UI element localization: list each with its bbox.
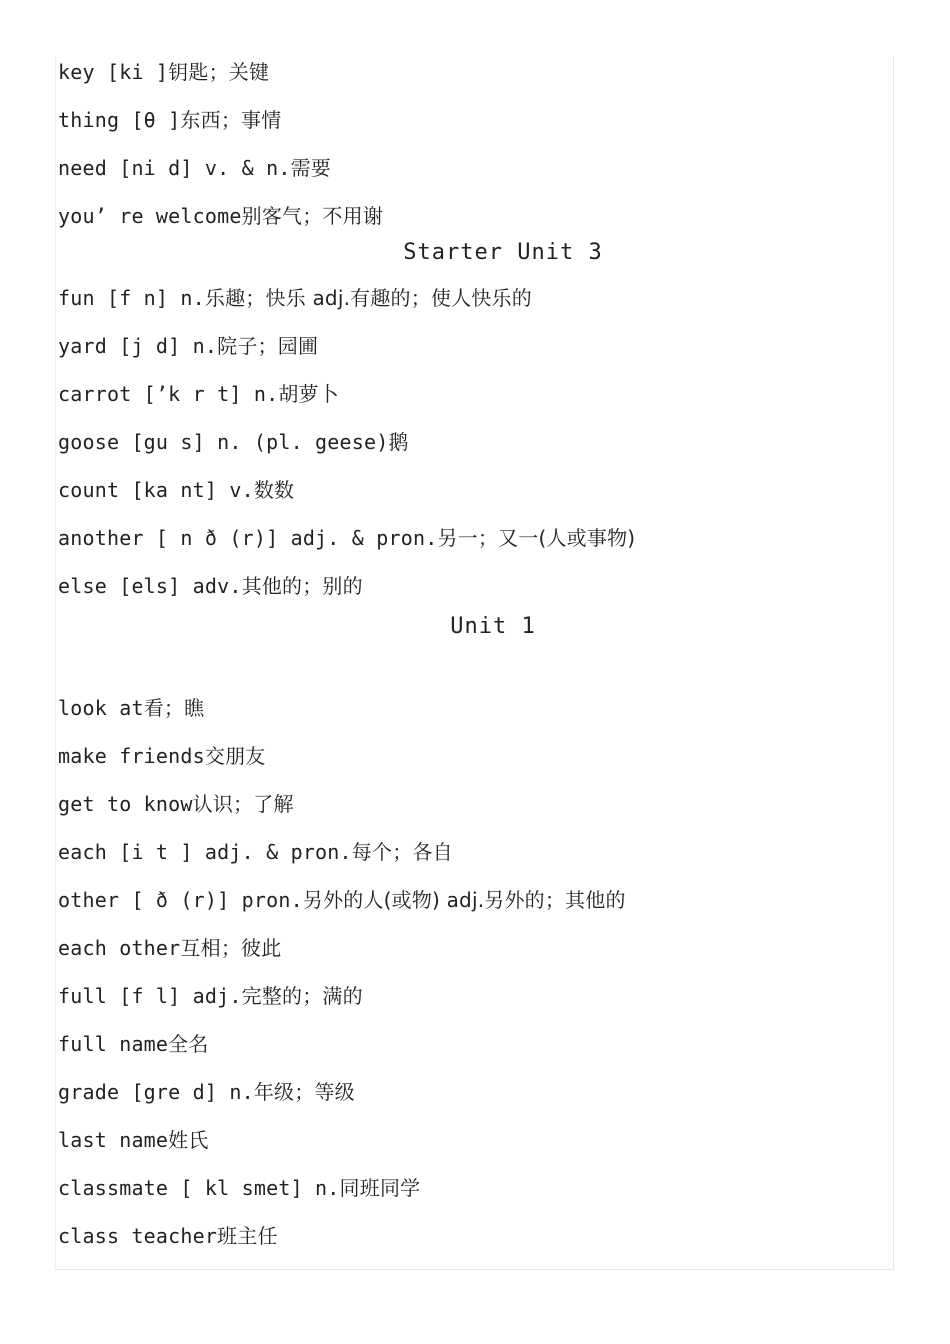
- entry-english: else [els] adv.: [58, 574, 242, 598]
- vocab-entry: [58, 1022, 888, 1070]
- entry-chinese: 每个；各自: [351, 840, 453, 864]
- entry-english: grade [gre d] n.: [58, 1080, 254, 1104]
- entry-english: each other: [58, 936, 181, 960]
- entry-chinese: 交朋友: [204, 744, 266, 768]
- entry-chinese: 另外的人(或物) adj.另外的；其他的: [302, 888, 626, 912]
- entry-chinese: 看；瞧: [143, 696, 205, 720]
- entry-english: thing [θ ]: [58, 108, 181, 132]
- entry-english: yard [j d] n.: [58, 334, 218, 358]
- vocab-entry: [58, 516, 888, 564]
- entry-chinese: 姓氏: [168, 1128, 209, 1152]
- vocab-entry: [58, 468, 888, 516]
- entry-chinese: 胡萝卜: [278, 382, 339, 406]
- entry-english: get to know: [58, 792, 193, 816]
- entry-english: you’ re welcome: [58, 204, 242, 228]
- entry-chinese: 认识；了解: [192, 792, 294, 816]
- vocab-entry: [58, 782, 888, 830]
- entry-english: goose [gu s] n. (pl. geese): [58, 430, 389, 454]
- entry-english: make friends: [58, 744, 205, 768]
- entry-english: each [i t ] adj. & pron.: [58, 840, 352, 864]
- vocab-entry: [58, 1214, 888, 1262]
- entry-chinese: 全名: [168, 1032, 209, 1056]
- entry-english: key [ki ]: [58, 60, 169, 84]
- entry-english: full [f l] adj.: [58, 984, 242, 1008]
- entry-chinese: 数数: [253, 478, 295, 502]
- entry-chinese: 别客气；不用谢: [241, 204, 384, 228]
- entry-english: other [ ð (r)] pron.: [58, 888, 303, 912]
- vocab-entry: [58, 1070, 888, 1118]
- entry-english: last name: [58, 1128, 169, 1152]
- entry-chinese: 乐趣；快乐 adj.有趣的；使人快乐的: [204, 286, 532, 310]
- vocab-entry: [58, 686, 888, 734]
- vocab-entry: [58, 830, 888, 878]
- entry-chinese: 钥匙；关键: [168, 60, 270, 84]
- entry-english: need [ni d] v. & n.: [58, 156, 291, 180]
- vocab-entry: [58, 324, 888, 372]
- entry-english: full name: [58, 1032, 169, 1056]
- entry-chinese: 其他的；别的: [241, 574, 363, 598]
- vocabulary-list: [58, 50, 888, 1262]
- entry-chinese: 院子；园圃: [217, 334, 319, 358]
- vocab-entry: [58, 98, 888, 146]
- section-heading-starter-unit-3: Starter Unit 3: [403, 240, 603, 265]
- entry-english: classmate [ kl smet] n.: [58, 1176, 340, 1200]
- vocab-entry: [58, 420, 888, 468]
- vocab-entry: [58, 564, 888, 612]
- vocab-entry: [58, 372, 888, 420]
- vocab-entry: [58, 974, 888, 1022]
- vocab-entry: [58, 50, 888, 98]
- vocab-entry: [58, 734, 888, 782]
- entry-english: class teacher: [58, 1224, 218, 1248]
- vocab-entry: [58, 146, 888, 194]
- vocab-entry: [58, 878, 888, 926]
- entry-english: fun [f n] n.: [58, 286, 205, 310]
- entry-chinese: 鹅: [388, 430, 409, 454]
- entry-chinese: 互相；彼此: [180, 936, 282, 960]
- entry-chinese: 完整的；满的: [241, 984, 363, 1008]
- entry-english: another [ n ð (r)] adj. & pron.: [58, 526, 438, 550]
- entry-chinese: 年级；等级: [253, 1080, 355, 1104]
- entry-chinese: 班主任: [217, 1224, 278, 1248]
- entry-english: carrot [’k r t] n.: [58, 382, 279, 406]
- entry-chinese: 东西；事情: [180, 108, 282, 132]
- vocab-entry: [58, 926, 888, 974]
- vocab-entry: [58, 1166, 888, 1214]
- vocab-entry: [58, 1118, 888, 1166]
- entry-chinese: 同班同学: [339, 1176, 421, 1200]
- entry-english: count [ka nt] v.: [58, 478, 254, 502]
- entry-chinese: 另一；又一(人或事物): [437, 526, 636, 550]
- vocab-entry: [58, 276, 888, 324]
- entry-chinese: 需要: [290, 156, 331, 180]
- section-heading-unit-1: Unit 1: [450, 614, 536, 639]
- entry-english: look at: [58, 696, 144, 720]
